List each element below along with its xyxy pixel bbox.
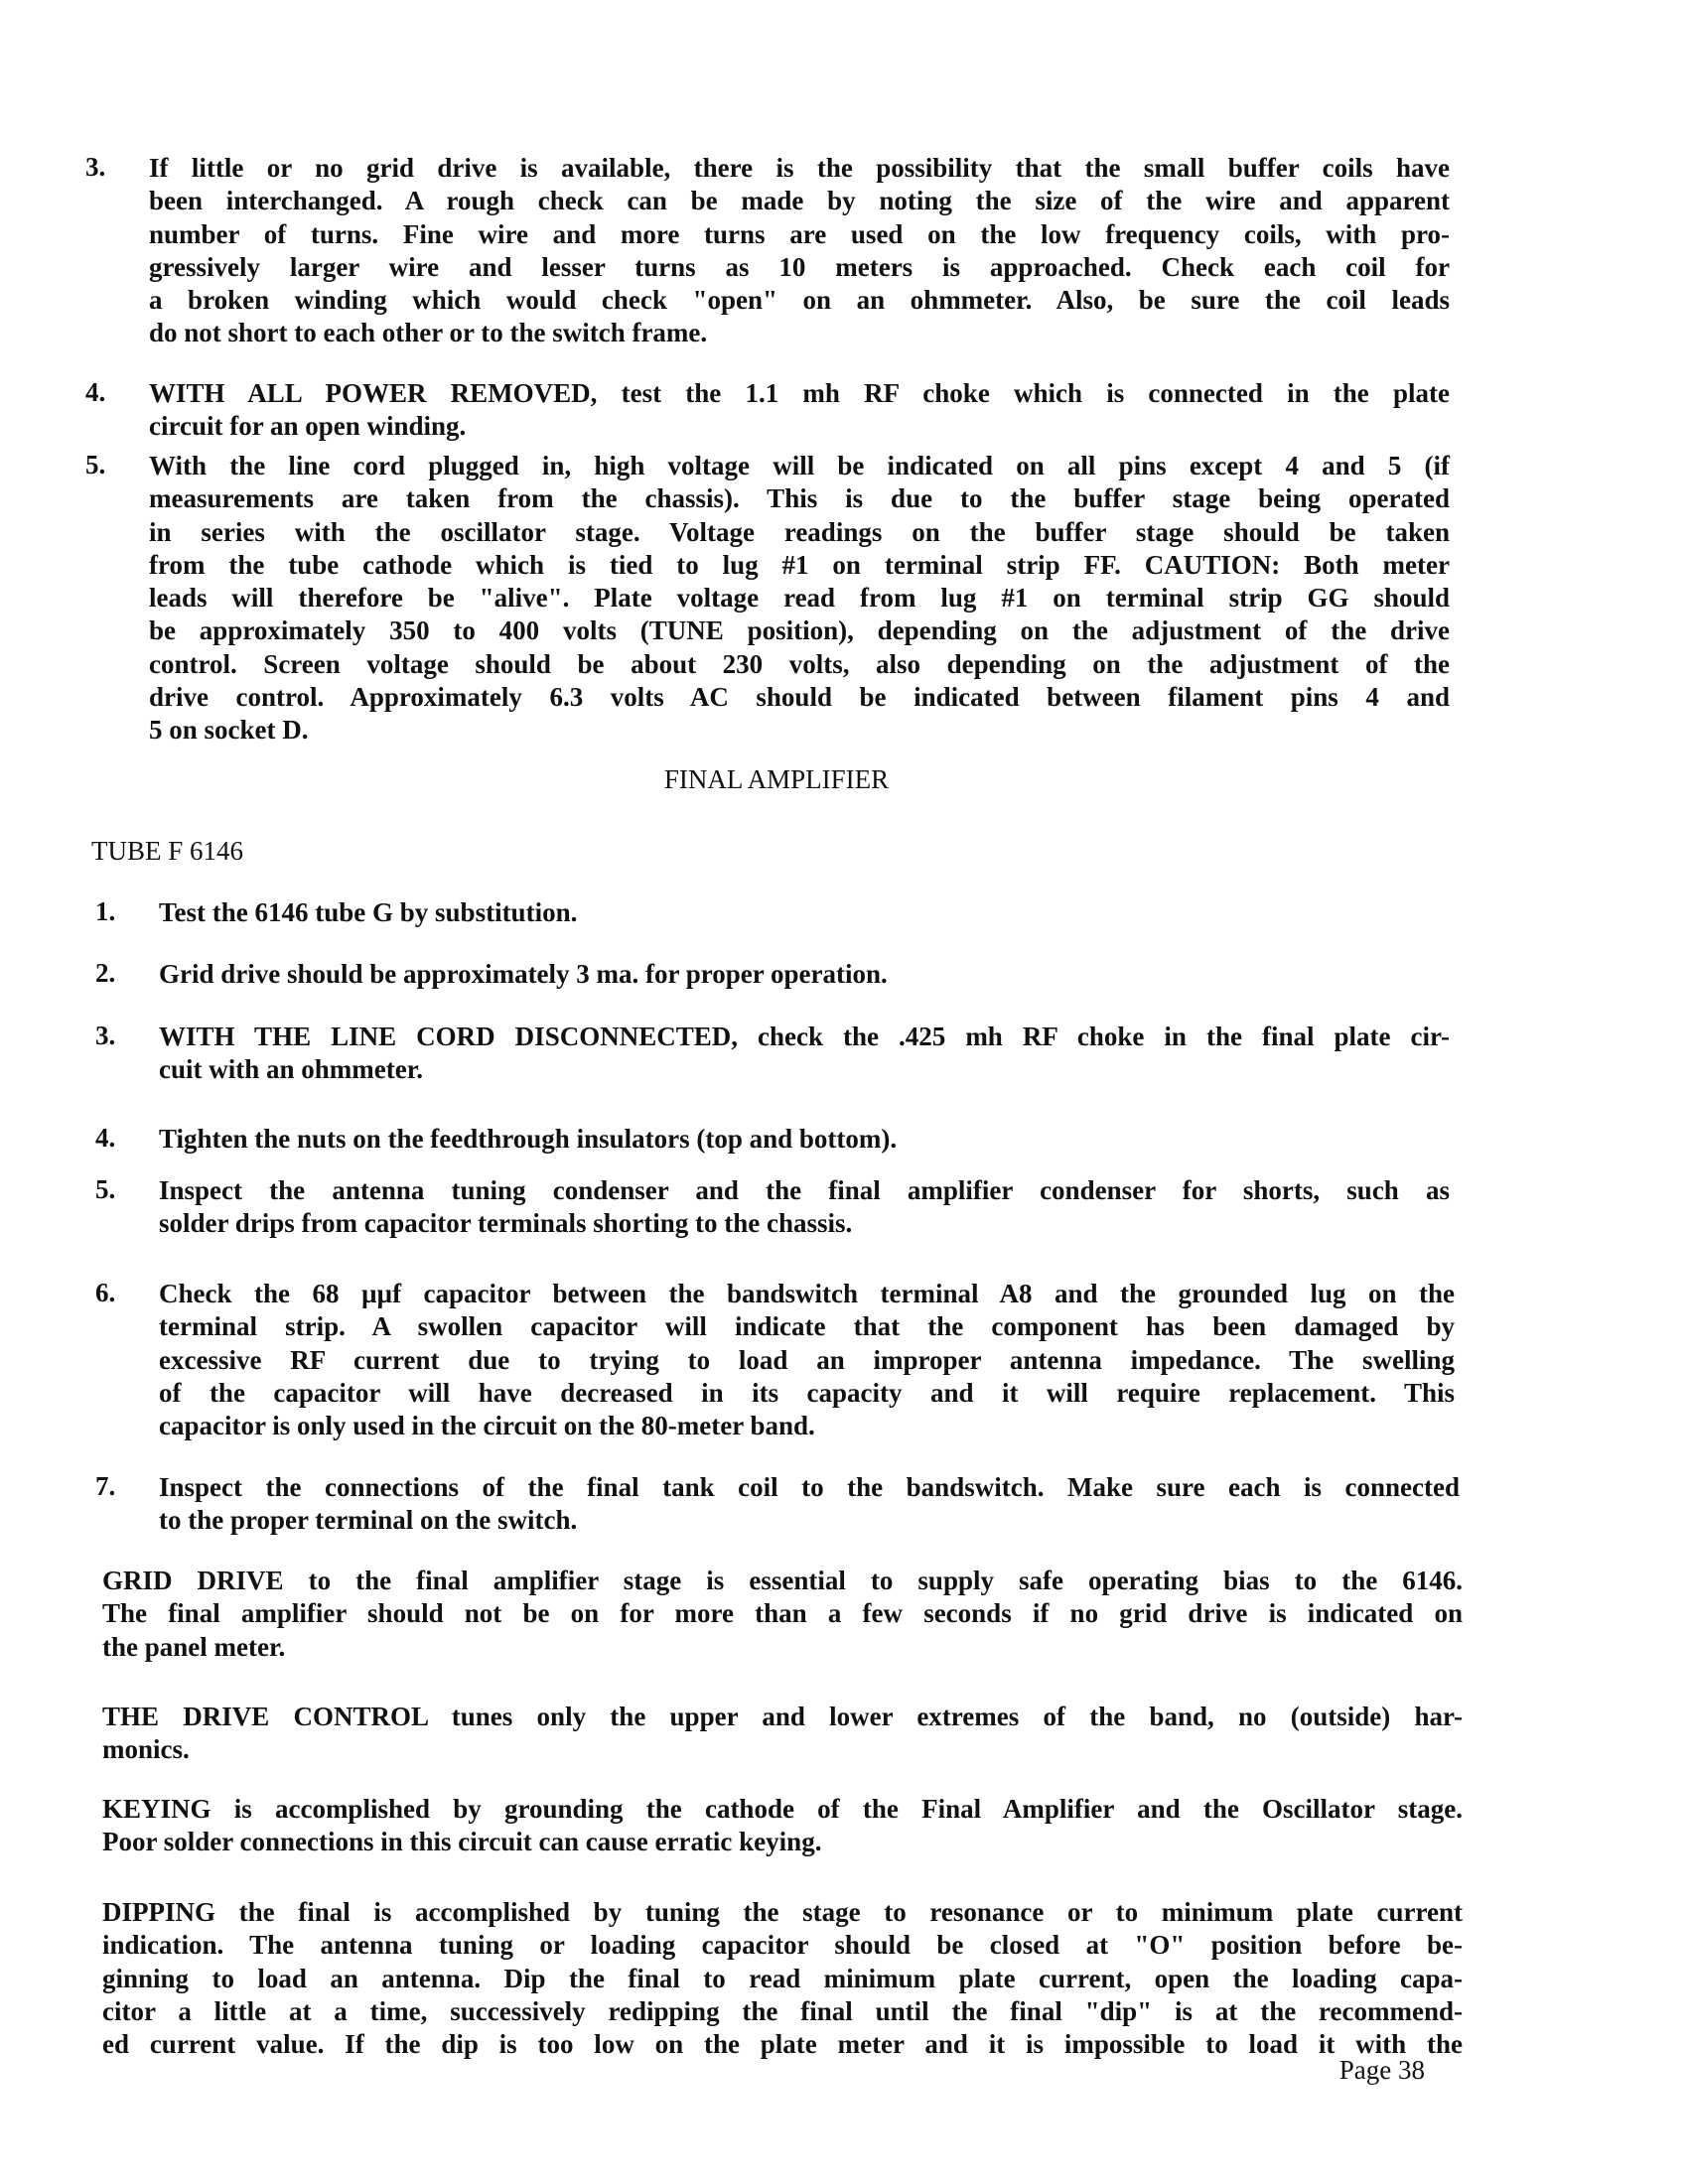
paragraph [102,1896,1463,2061]
text-line: With the line cord plugged in, high voltage will be indicated on all pins except 4 and 5 (if [149,451,1450,480]
list-item [95,1021,1450,1087]
text-line: Inspect the connections of the final tank coil to the bandswitch. Make sure each is connected [159,1472,1460,1502]
list-item [95,896,1450,929]
item-number: 7. [95,1471,116,1501]
text-line: control. Screen voltage should be about 230 volts, also depending on the adjustment of the [149,648,1450,679]
section-heading: FINAL AMPLIFIER [663,764,890,794]
text-line: capacitor is only used in the circuit on the 80-meter band. [159,1411,815,1441]
text-line: do not short to each other or to the switch frame. [149,318,708,348]
item-number: 6. [95,1278,116,1307]
text-line: WITH ALL POWER REMOVED, test the 1.1 mh RF choke which is connected in the plate [149,378,1450,408]
text-line: Poor solder connections in this circuit can cause erratic keying. [102,1827,822,1857]
list-item [85,377,1450,444]
list-item [95,1174,1450,1241]
paragraph [102,1793,1463,1859]
text-line: Tighten the nuts on the feedthrough insulators (top and bottom). [159,1124,898,1154]
text-line: If little or no grid drive is available, there is the possibility that the small buffer coils have [149,153,1450,183]
text-line: 5 on socket D. [149,715,309,746]
text-line: The final amplifier should not be on for more than a few seconds if no grid drive is indicated on [102,1598,1463,1629]
item-number: 5. [95,1174,116,1204]
text-line: to the proper terminal on the switch. [159,1505,578,1536]
list-item [95,1471,1460,1538]
text-line: in series with the oscillator stage. Voltage readings on the buffer stage should be taken [149,516,1450,547]
text-line: Inspect the antenna tuning condenser and the final amplifier condenser for shorts, such as [159,1175,1450,1205]
list-item [85,152,1450,350]
text-line: ginning to load an antenna. Dip the final to read minimum plate current, open the loading capa- [102,1963,1463,1993]
item-number: 3. [95,1021,116,1050]
text-line: drive control. Approximately 6.3 volts AC should be indicated between filament pins 4 and [149,682,1450,713]
item-number: 3. [85,152,106,182]
text-line: WITH THE LINE CORD DISCONNECTED, check the .425 mh RF choke in the final plate cir- [159,1022,1450,1051]
item-number: 5. [85,450,106,479]
text-line: indication. The antenna tuning or loading capacitor should be closed at "O" position before be- [102,1930,1463,1961]
text-line: excessive RF current due to trying to load an improper antenna impedance. The swelling [159,1344,1455,1375]
text-line: GRID DRIVE to the final amplifier stage is essential to supply safe operating bias to the 6146. [102,1566,1463,1595]
paragraph [102,1565,1463,1664]
list-item [95,1278,1455,1442]
text-line: number of turns. Fine wire and more turns are used on the low frequency coils, with pro- [149,218,1450,249]
item-number: 4. [85,377,106,407]
text-line: leads will therefore be "alive". Plate voltage read from lug #1 on terminal strip GG should [149,583,1450,614]
paragraph [102,1701,1463,1767]
text-line: cuit with an ohmmeter. [159,1054,423,1085]
text-line: measurements are taken from the chassis). This is due to the buffer stage being operated [149,483,1450,514]
text-line: solder drips from capacitor terminals shorting to the chassis. [159,1208,853,1239]
text-line: circuit for an open winding. [149,411,467,442]
text-line: Check the 68 µµf capacitor between the bandswitch terminal A8 and the grounded lug on the [159,1279,1455,1308]
text-line: ed current value. If the dip is too low on the plate meter and it is impossible to load it with the [102,2029,1463,2060]
text-line: a broken winding which would check "open" on an ohmmeter. Also, be sure the coil leads [149,285,1450,316]
text-line: THE DRIVE CONTROL tunes only the upper and lower extremes of the band, no (outside) har- [102,1702,1463,1731]
list-item [85,450,1450,748]
text-line: be approximately 350 to 400 volts (TUNE position), depending on the adjustment of the drive [149,615,1450,646]
page-number: Page 38 [1338,2055,1425,2085]
text-line: the panel meter. [102,1631,286,1662]
text-line: Test the 6146 tube G by substitution. [159,897,578,927]
text-line: KEYING is accomplished by grounding the cathode of the Final Amplifier and the Oscillator stage. [102,1794,1463,1824]
text-line: from the tube cathode which is tied to lug #1 on terminal strip FF. CAUTION: Both meter [149,549,1450,580]
item-number: 2. [95,958,116,988]
text-line: gressively larger wire and lesser turns as 10 meters is approached. Check each coil for [149,251,1450,282]
text-line: of the capacitor will have decreased in its capacity and it will require replacement. This [159,1377,1455,1408]
text-line: citor a little at a time, successively redipping the final until the final "dip" is at the recommend- [102,1995,1463,2026]
tube-label: TUBE F 6146 [91,836,244,866]
list-item [95,958,1450,991]
text-line: Grid drive should be approximately 3 ma. for proper operation. [159,959,888,989]
item-number: 4. [95,1123,116,1153]
list-item [95,1123,1450,1156]
text-line: been interchanged. A rough check can be made by noting the size of the wire and apparent [149,186,1450,216]
item-number: 1. [95,896,116,926]
text-line: monics. [102,1734,190,1765]
text-line: terminal strip. A swollen capacitor will indicate that the component has been damaged by [159,1311,1455,1342]
text-line: DIPPING the final is accomplished by tuning the stage to resonance or to minimum plate current [102,1897,1463,1927]
